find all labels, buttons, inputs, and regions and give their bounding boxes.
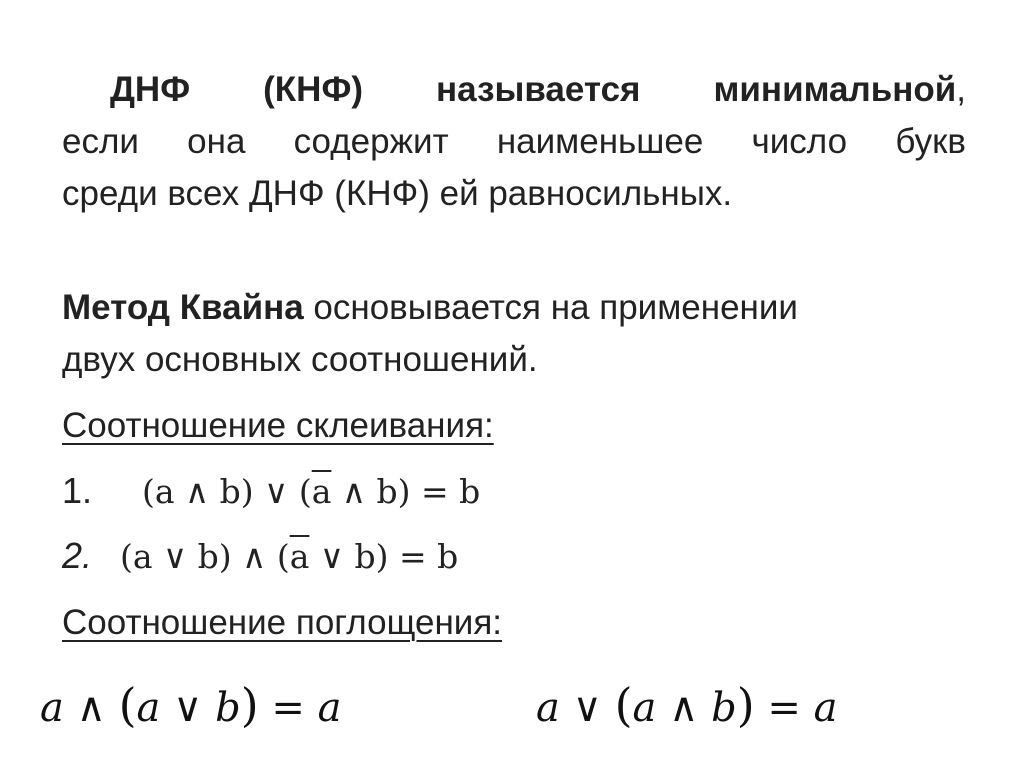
definition-line-3: среди всех ДНФ (КНФ) ей равносильных. [62, 174, 733, 213]
quine-method-name: Метод Квайна [62, 288, 304, 327]
formula-expression: (a ∨ b) ∧ ($\overline{a}$ ∨ b) = b [120, 537, 459, 576]
absorption-title: Соотношение поглощения: [62, 603, 502, 642]
definition-comma: , [956, 70, 966, 109]
negated-variable: $\overline{a}$ [311, 472, 332, 511]
gluing-title: Соотношение склеивания: [62, 406, 494, 445]
gluing-formula-2 [62, 534, 458, 579]
quine-paragraph [62, 282, 966, 386]
definition-term: ДНФ (КНФ) называется минимальной [110, 70, 957, 109]
formula-number: 1. [62, 470, 93, 511]
definition-line-2: если она содержит наименьшее число букв [62, 122, 966, 161]
absorption-formula-1: a ∧ (a ∨ b) = a [40, 678, 342, 732]
quine-method-text: основывается на применении [303, 288, 798, 327]
definition-paragraph [62, 64, 966, 220]
formula-expression: (a ∧ b) ∨ ($\overline{a}$ ∧ b) = b [142, 472, 481, 511]
definition-line-1 [62, 64, 966, 116]
quine-method-line-2: двух основных соотношений. [62, 340, 538, 379]
gluing-formula-1 [62, 469, 480, 514]
absorption-formula-2: a ∨ (a ∧ b) = a [536, 678, 838, 732]
formula-number: 2. [62, 535, 93, 576]
negated-variable: $\overline{a}$ [289, 537, 310, 576]
